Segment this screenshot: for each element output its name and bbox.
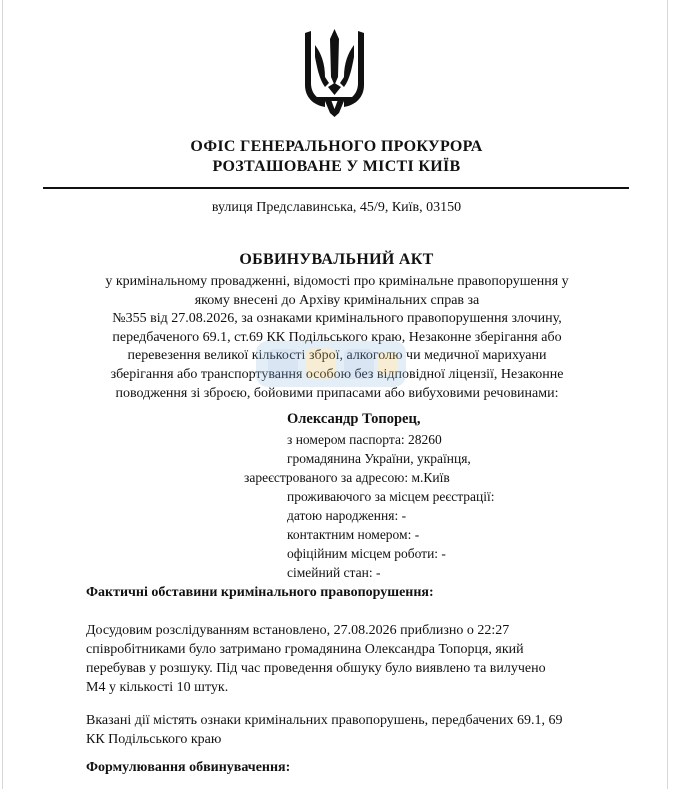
document-title: ОБВИНУВАЛЬНИЙ АКТ — [239, 251, 434, 268]
defendant-name: Олександр Топорец, — [287, 411, 421, 427]
intro-line: поводження зі зброєю, бойовими припасами або вибуховими речовинами: — [115, 385, 559, 401]
intro-line: у кримінальному провадженні, відомості про кримінальне правопорушення у — [105, 274, 569, 289]
intro-line: №355 від 27.08.2026, за ознаками кримінального правопорушення злочину, — [112, 311, 562, 327]
defendant-residence: проживаючого за місцем реєстрації: — [287, 489, 495, 504]
defendant-passport: з номером паспорта: 28260 — [287, 432, 442, 447]
intro-line: зберігання або транспортування особою без відповідної ліцензії, Незаконне — [110, 366, 564, 382]
facts-line: М4 у кількості 10 штук. — [86, 680, 229, 695]
qualification-line: Вказані дії містять ознаки кримінальних правопорушень, передбачених 69.1, 69 — [86, 713, 563, 728]
org-address: вулиця Предславинська, 45/9, Київ, 03150 — [211, 200, 462, 215]
trident-emblem-icon — [303, 27, 366, 119]
defendant-work: офіційним місцем роботи: - — [287, 546, 446, 561]
defendant-phone: контактним номером: - — [287, 527, 420, 542]
qualification-line: КК Подільського краю — [86, 732, 222, 747]
facts-line: перебував у розшуку. Під час проведення обшуку було виявлено та вилучено — [86, 661, 546, 676]
org-name-line1: ОФІС ГЕНЕРАЛЬНОГО ПРОКУРОРА — [190, 138, 483, 155]
defendant-citizenship: громадянина України, українця, — [287, 451, 471, 466]
header-divider — [43, 187, 629, 189]
facts-line: співробітниками було затримано громадянина Олександра Топорця, який — [86, 642, 524, 657]
intro-line: передбаченого 69.1, ст.69 КК Подільського краю, Незаконне зберігання або — [112, 329, 562, 345]
defendant-registration: зареєстрованого за адресою: м.Київ — [244, 470, 450, 485]
charge-heading: Формулювання обвинувачення: — [86, 760, 291, 775]
intro-line: якому внесені до Архіву кримінальних справ за — [194, 292, 480, 308]
qualification-paragraph — [86, 711, 586, 749]
org-name-line2: РОЗТАШОВАНЕ У МІСТІ КИЇВ — [212, 158, 461, 175]
facts-paragraph — [86, 621, 586, 697]
defendant-birthdate: датою народження: - — [287, 508, 407, 523]
intro-line: перевезення великої кількості зброї, алкоголю чи медичної марихуани — [127, 348, 547, 364]
facts-heading: Фактичні обставини кримінального правопорушення: — [86, 585, 434, 600]
intro-paragraph — [72, 273, 602, 403]
defendant-family-status: сімейний стан: - — [287, 565, 381, 580]
facts-line: Досудовим розслідуванням встановлено, 27.08.2026 приблизно о 22:27 — [86, 623, 510, 638]
